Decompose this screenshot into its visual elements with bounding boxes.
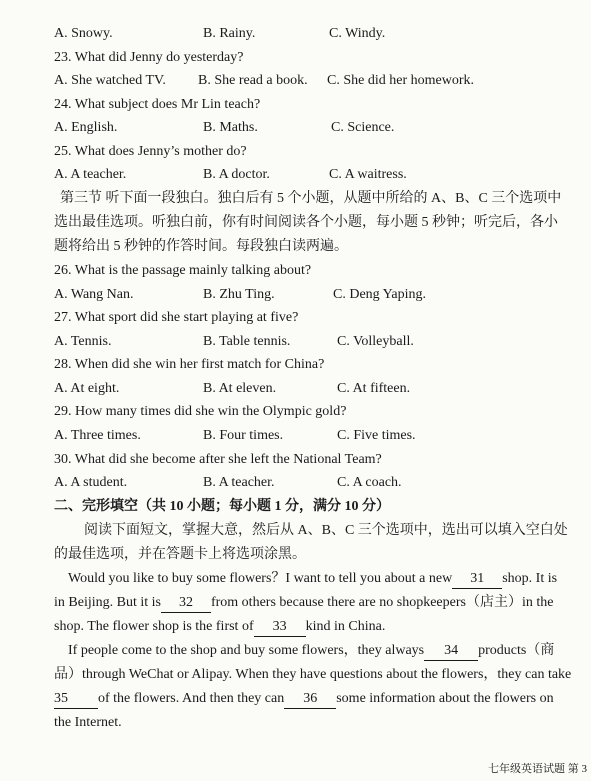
q26-option-c: C. Deng Yaping. [333,287,426,302]
question-25: 25. What does Jenny’s mother do? [54,144,247,159]
blank-34: 34 [424,642,478,661]
section-3-instructions-line1: 第三节 听下面一段独白。独白后有 5 个小题，从题中所给的 A、B、C 三个选项中 [60,191,562,206]
blank-36: 36 [284,690,336,709]
question-26: 26. What is the passage mainly talking about? [54,263,312,278]
passage-line-1 [68,569,591,589]
question-28: 28. When did she win her first match for China? [54,357,325,372]
q27-option-c: C. Volleyball. [337,334,414,349]
passage-line-7 [54,713,591,733]
q25-option-c: C. A waitress. [329,167,407,182]
passage-line-3 [54,617,591,637]
blank-31: 31 [452,570,502,589]
q28-option-a: A. At eight. [54,381,120,396]
blank-33: 33 [254,618,306,637]
question-24: 24. What subject does Mr Lin teach? [54,97,261,112]
passage-text: of the flowers. And then they can [98,691,285,706]
q30-option-b: B. A teacher. [203,475,275,490]
q26-option-b: B. Zhu Ting. [203,287,275,302]
passage-text: in Beijing. But it is [54,595,161,610]
q24-option-c: C. Science. [331,120,395,135]
passage-text: some information about the flowers on [336,691,554,706]
question-29: 29. How many times did she win the Olympic gold? [54,404,347,419]
q25-option-a: A. A teacher. [54,167,127,182]
question-27: 27. What sport did she start playing at five? [54,310,299,325]
passage-text: shop. The flower shop is the first of [54,619,254,634]
q29-option-a: A. Three times. [54,428,141,443]
q22-option-a: A. Snowy. [54,26,113,41]
passage-text: from others because there are no shopkeepers（店主）in the [210,595,554,610]
section-3-instructions-line2: 选出最佳选项。听独白前，你有时间阅读各个小题，每小题 5 秒钟；听完后，各小 [54,215,558,230]
q29-option-b: B. Four times. [203,428,284,443]
passage-text: Would you like to buy some flowers？I want to tell you about a new [68,571,453,586]
passage-line-4 [68,641,591,661]
cloze-instructions-line1: 阅读下面短文，掌握大意，然后从 A、B、C 三个选项中，选出可以填入空白处 [84,523,568,538]
passage-text: 品）through WeChat or Alipay. When they have questions about the flowers，they can take [54,667,572,682]
q29-option-c: C. Five times. [337,428,416,443]
passage-line-2 [54,593,591,613]
q30-option-c: C. A coach. [337,475,402,490]
q24-option-a: A. English. [54,120,118,135]
q26-option-a: A. Wang Nan. [54,287,134,302]
q30-option-a: A. A student. [54,475,128,490]
passage-text: the Internet. [54,715,122,730]
q22-option-c: C. Windy. [329,26,386,41]
passage-text: products（商 [478,643,555,658]
q25-option-b: B. A doctor. [203,167,270,182]
q23-option-c: C. She did her homework. [327,73,474,88]
q24-option-b: B. Maths. [203,120,258,135]
q27-option-a: A. Tennis. [54,334,112,349]
passage-text: If people come to the shop and buy some flowers，they always [68,643,425,658]
cloze-instructions-line2: 的最佳选项，并在答题卡上将选项涂黑。 [54,547,306,562]
q28-option-c: C. At fifteen. [337,381,411,396]
cloze-section-heading: 二、完形填空（共 10 小题；每小题 1 分，满分 10 分） [54,499,390,514]
passage-text: shop. It is [502,571,558,586]
blank-35: 35 [54,690,98,709]
section-3-instructions-line3: 题将给出 5 秒钟的作答时间。每段独白读两遍。 [54,239,348,254]
blank-32: 32 [161,594,211,613]
passage-line-5 [54,665,591,685]
q23-option-a: A. She watched TV. [54,73,166,88]
passage-text: kind in China. [305,619,386,634]
q22-option-b: B. Rainy. [203,26,256,41]
q28-option-b: B. At eleven. [203,381,277,396]
question-30: 30. What did she become after she left the National Team? [54,452,382,467]
q27-option-b: B. Table tennis. [203,334,291,349]
q23-option-b: B. She read a book. [198,73,308,88]
page-footer: 七年级英语试题 第 3 [488,763,587,775]
question-23: 23. What did Jenny do yesterday? [54,50,244,65]
passage-line-6 [54,689,591,709]
